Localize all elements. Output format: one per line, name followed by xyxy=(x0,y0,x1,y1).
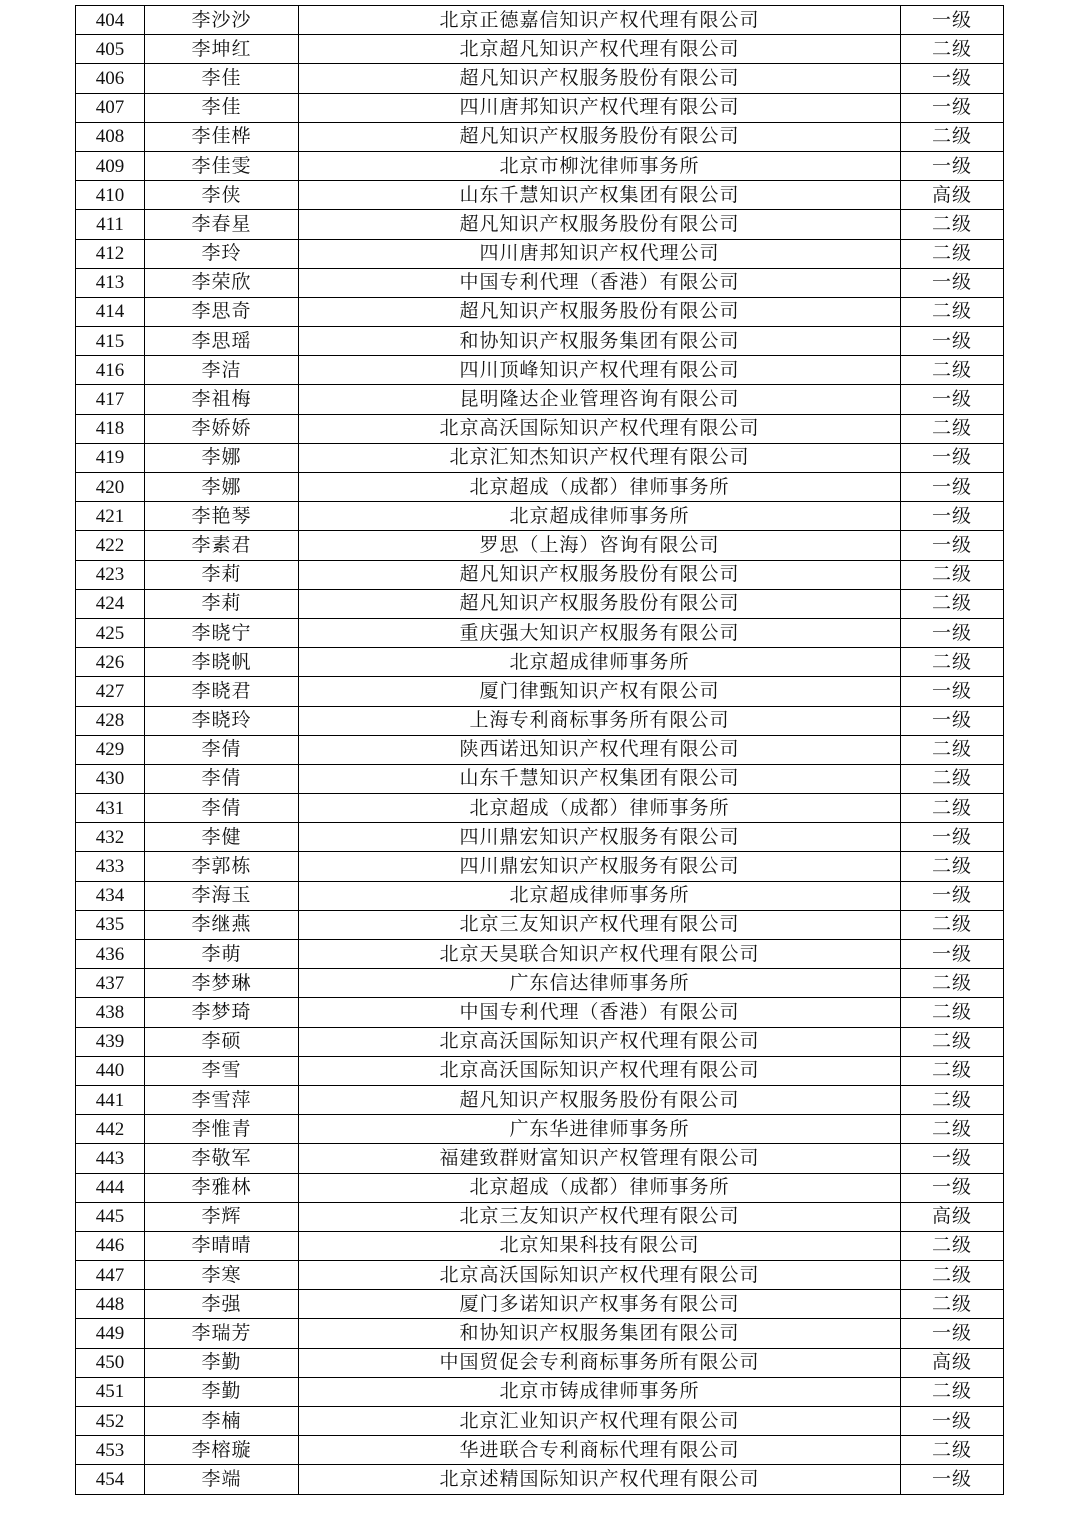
row-number-cell: 421 xyxy=(76,502,145,531)
table-row xyxy=(76,1115,1004,1144)
row-number-cell: 426 xyxy=(76,648,145,677)
organization-cell: 昆明隆达企业管理咨询有限公司 xyxy=(299,385,901,414)
level-cell: 二级 xyxy=(901,589,1004,618)
level-cell: 一级 xyxy=(901,1319,1004,1348)
table-row xyxy=(76,1377,1004,1406)
level-cell: 一级 xyxy=(901,385,1004,414)
organization-cell: 北京高沃国际知识产权代理有限公司 xyxy=(299,1056,901,1085)
row-number-cell: 416 xyxy=(76,356,145,385)
name-cell: 李辉 xyxy=(145,1202,299,1231)
name-cell: 李晓宁 xyxy=(145,618,299,647)
table-row xyxy=(76,1144,1004,1173)
row-number-cell: 447 xyxy=(76,1261,145,1290)
name-cell: 李坤红 xyxy=(145,35,299,64)
table-row xyxy=(76,210,1004,239)
row-number-cell: 451 xyxy=(76,1377,145,1406)
level-cell: 二级 xyxy=(901,764,1004,793)
table-row xyxy=(76,1407,1004,1436)
name-cell: 李晓玲 xyxy=(145,706,299,735)
level-cell: 二级 xyxy=(901,794,1004,823)
row-number-cell: 430 xyxy=(76,764,145,793)
row-number-cell: 433 xyxy=(76,852,145,881)
level-cell: 二级 xyxy=(901,735,1004,764)
row-number-cell: 443 xyxy=(76,1144,145,1173)
organization-cell: 北京市柳沈律师事务所 xyxy=(299,151,901,180)
table-row xyxy=(76,1085,1004,1114)
name-cell: 李佳雯 xyxy=(145,151,299,180)
level-cell: 一级 xyxy=(901,64,1004,93)
row-number-cell: 441 xyxy=(76,1085,145,1114)
organization-cell: 陕西诺迅知识产权代理有限公司 xyxy=(299,735,901,764)
table-row xyxy=(76,648,1004,677)
level-cell: 二级 xyxy=(901,910,1004,939)
organization-cell: 北京正德嘉信知识产权代理有限公司 xyxy=(299,6,901,35)
row-number-cell: 417 xyxy=(76,385,145,414)
organization-cell: 重庆强大知识产权服务有限公司 xyxy=(299,618,901,647)
name-cell: 李梦琦 xyxy=(145,998,299,1027)
row-number-cell: 452 xyxy=(76,1407,145,1436)
level-cell: 二级 xyxy=(901,1231,1004,1260)
level-cell: 一级 xyxy=(901,618,1004,647)
name-cell: 李艳琴 xyxy=(145,502,299,531)
name-cell: 李强 xyxy=(145,1290,299,1319)
row-number-cell: 446 xyxy=(76,1231,145,1260)
row-number-cell: 427 xyxy=(76,677,145,706)
name-cell: 李海玉 xyxy=(145,881,299,910)
level-cell: 二级 xyxy=(901,852,1004,881)
table-row xyxy=(76,794,1004,823)
name-cell: 李晓帆 xyxy=(145,648,299,677)
row-number-cell: 435 xyxy=(76,910,145,939)
row-number-cell: 406 xyxy=(76,64,145,93)
table-row xyxy=(76,181,1004,210)
name-cell: 李素君 xyxy=(145,531,299,560)
level-cell: 一级 xyxy=(901,531,1004,560)
organization-cell: 北京超凡知识产权代理有限公司 xyxy=(299,35,901,64)
organization-cell: 广东信达律师事务所 xyxy=(299,969,901,998)
level-cell: 二级 xyxy=(901,998,1004,1027)
table-row xyxy=(76,618,1004,647)
row-number-cell: 437 xyxy=(76,969,145,998)
row-number-cell: 420 xyxy=(76,473,145,502)
row-number-cell: 431 xyxy=(76,794,145,823)
row-number-cell: 411 xyxy=(76,210,145,239)
organization-cell: 中国贸促会专利商标事务所有限公司 xyxy=(299,1348,901,1377)
organization-cell: 山东千慧知识产权集团有限公司 xyxy=(299,181,901,210)
level-cell: 二级 xyxy=(901,1115,1004,1144)
table-row xyxy=(76,1231,1004,1260)
name-cell: 李思瑶 xyxy=(145,327,299,356)
level-cell: 一级 xyxy=(901,502,1004,531)
organization-cell: 北京超成（成都）律师事务所 xyxy=(299,473,901,502)
name-cell: 李思奇 xyxy=(145,297,299,326)
row-number-cell: 419 xyxy=(76,443,145,472)
level-cell: 一级 xyxy=(901,706,1004,735)
name-cell: 李娜 xyxy=(145,443,299,472)
row-number-cell: 428 xyxy=(76,706,145,735)
organization-cell: 超凡知识产权服务股份有限公司 xyxy=(299,560,901,589)
level-cell: 一级 xyxy=(901,881,1004,910)
name-cell: 李惟青 xyxy=(145,1115,299,1144)
table-row xyxy=(76,122,1004,151)
row-number-cell: 449 xyxy=(76,1319,145,1348)
organization-cell: 北京述精国际知识产权代理有限公司 xyxy=(299,1465,901,1494)
table-row xyxy=(76,881,1004,910)
organization-cell: 和协知识产权服务集团有限公司 xyxy=(299,327,901,356)
organization-cell: 北京高沃国际知识产权代理有限公司 xyxy=(299,414,901,443)
level-cell: 二级 xyxy=(901,1027,1004,1056)
row-number-cell: 408 xyxy=(76,122,145,151)
row-number-cell: 415 xyxy=(76,327,145,356)
table-row xyxy=(76,385,1004,414)
organization-cell: 厦门律甄知识产权有限公司 xyxy=(299,677,901,706)
row-number-cell: 424 xyxy=(76,589,145,618)
level-cell: 二级 xyxy=(901,560,1004,589)
table-row xyxy=(76,414,1004,443)
row-number-cell: 434 xyxy=(76,881,145,910)
row-number-cell: 422 xyxy=(76,531,145,560)
row-number-cell: 414 xyxy=(76,297,145,326)
row-number-cell: 407 xyxy=(76,93,145,122)
name-cell: 李榕璇 xyxy=(145,1436,299,1465)
level-cell: 二级 xyxy=(901,239,1004,268)
table-row xyxy=(76,1056,1004,1085)
name-cell: 李晓君 xyxy=(145,677,299,706)
name-cell: 李硕 xyxy=(145,1027,299,1056)
organization-cell: 福建致群财富知识产权管理有限公司 xyxy=(299,1144,901,1173)
organization-cell: 华进联合专利商标代理有限公司 xyxy=(299,1436,901,1465)
table-row xyxy=(76,998,1004,1027)
organization-cell: 山东千慧知识产权集团有限公司 xyxy=(299,764,901,793)
name-cell: 李洁 xyxy=(145,356,299,385)
row-number-cell: 439 xyxy=(76,1027,145,1056)
row-number-cell: 448 xyxy=(76,1290,145,1319)
table-row xyxy=(76,35,1004,64)
row-number-cell: 445 xyxy=(76,1202,145,1231)
name-cell: 李娇娇 xyxy=(145,414,299,443)
row-number-cell: 444 xyxy=(76,1173,145,1202)
level-cell: 二级 xyxy=(901,356,1004,385)
row-number-cell: 450 xyxy=(76,1348,145,1377)
table-row xyxy=(76,443,1004,472)
table-row xyxy=(76,764,1004,793)
organization-cell: 厦门多诺知识产权事务有限公司 xyxy=(299,1290,901,1319)
table-row xyxy=(76,735,1004,764)
row-number-cell: 409 xyxy=(76,151,145,180)
table-row xyxy=(76,852,1004,881)
name-cell: 李莉 xyxy=(145,560,299,589)
name-cell: 李敬军 xyxy=(145,1144,299,1173)
table-row xyxy=(76,93,1004,122)
level-cell: 一级 xyxy=(901,823,1004,852)
table-row xyxy=(76,1202,1004,1231)
row-number-cell: 429 xyxy=(76,735,145,764)
level-cell: 二级 xyxy=(901,1377,1004,1406)
row-number-cell: 453 xyxy=(76,1436,145,1465)
name-cell: 李寒 xyxy=(145,1261,299,1290)
name-cell: 李勤 xyxy=(145,1377,299,1406)
organization-cell: 罗思（上海）咨询有限公司 xyxy=(299,531,901,560)
name-cell: 李侠 xyxy=(145,181,299,210)
name-cell: 李祖梅 xyxy=(145,385,299,414)
organization-cell: 北京超成（成都）律师事务所 xyxy=(299,1173,901,1202)
table-row xyxy=(76,1027,1004,1056)
row-number-cell: 412 xyxy=(76,239,145,268)
organization-cell: 超凡知识产权服务股份有限公司 xyxy=(299,122,901,151)
level-cell: 一级 xyxy=(901,6,1004,35)
name-cell: 李楠 xyxy=(145,1407,299,1436)
organization-cell: 四川唐邦知识产权代理有限公司 xyxy=(299,93,901,122)
name-cell: 李晴晴 xyxy=(145,1231,299,1260)
table-row xyxy=(76,1436,1004,1465)
level-cell: 一级 xyxy=(901,93,1004,122)
organization-cell: 北京超成（成都）律师事务所 xyxy=(299,794,901,823)
table-row xyxy=(76,502,1004,531)
row-number-cell: 440 xyxy=(76,1056,145,1085)
organization-cell: 北京天昊联合知识产权代理有限公司 xyxy=(299,940,901,969)
organization-cell: 北京高沃国际知识产权代理有限公司 xyxy=(299,1261,901,1290)
organization-cell: 北京汇知杰知识产权代理有限公司 xyxy=(299,443,901,472)
table-row xyxy=(76,940,1004,969)
organization-cell: 四川鼎宏知识产权服务有限公司 xyxy=(299,852,901,881)
table-row xyxy=(76,706,1004,735)
level-cell: 二级 xyxy=(901,648,1004,677)
table-row xyxy=(76,1173,1004,1202)
table-row xyxy=(76,1261,1004,1290)
name-cell: 李沙沙 xyxy=(145,6,299,35)
table-row xyxy=(76,239,1004,268)
level-cell: 一级 xyxy=(901,268,1004,297)
row-number-cell: 413 xyxy=(76,268,145,297)
level-cell: 一级 xyxy=(901,1465,1004,1494)
name-cell: 李健 xyxy=(145,823,299,852)
organization-cell: 中国专利代理（香港）有限公司 xyxy=(299,998,901,1027)
organization-cell: 超凡知识产权服务股份有限公司 xyxy=(299,589,901,618)
table-row xyxy=(76,6,1004,35)
row-number-cell: 410 xyxy=(76,181,145,210)
organization-cell: 北京三友知识产权代理有限公司 xyxy=(299,1202,901,1231)
row-number-cell: 423 xyxy=(76,560,145,589)
name-cell: 李雪萍 xyxy=(145,1085,299,1114)
name-cell: 李佳 xyxy=(145,93,299,122)
name-cell: 李勤 xyxy=(145,1348,299,1377)
level-cell: 一级 xyxy=(901,151,1004,180)
table-row xyxy=(76,1290,1004,1319)
level-cell: 二级 xyxy=(901,297,1004,326)
agent-list-table xyxy=(75,5,1004,1495)
table-body xyxy=(76,6,1004,1495)
organization-cell: 北京高沃国际知识产权代理有限公司 xyxy=(299,1027,901,1056)
row-number-cell: 436 xyxy=(76,940,145,969)
row-number-cell: 432 xyxy=(76,823,145,852)
table-row xyxy=(76,356,1004,385)
name-cell: 李倩 xyxy=(145,764,299,793)
name-cell: 李倩 xyxy=(145,735,299,764)
level-cell: 二级 xyxy=(901,1056,1004,1085)
name-cell: 李雅林 xyxy=(145,1173,299,1202)
row-number-cell: 454 xyxy=(76,1465,145,1494)
name-cell: 李继燕 xyxy=(145,910,299,939)
organization-cell: 北京市铸成律师事务所 xyxy=(299,1377,901,1406)
level-cell: 二级 xyxy=(901,1085,1004,1114)
document-page xyxy=(75,5,1003,1495)
level-cell: 高级 xyxy=(901,1348,1004,1377)
table-row xyxy=(76,1465,1004,1494)
table-row xyxy=(76,473,1004,502)
name-cell: 李倩 xyxy=(145,794,299,823)
organization-cell: 广东华进律师事务所 xyxy=(299,1115,901,1144)
name-cell: 李荣欣 xyxy=(145,268,299,297)
row-number-cell: 425 xyxy=(76,618,145,647)
organization-cell: 超凡知识产权服务股份有限公司 xyxy=(299,297,901,326)
level-cell: 一级 xyxy=(901,473,1004,502)
level-cell: 二级 xyxy=(901,1290,1004,1319)
table-row xyxy=(76,910,1004,939)
name-cell: 李雪 xyxy=(145,1056,299,1085)
row-number-cell: 405 xyxy=(76,35,145,64)
row-number-cell: 442 xyxy=(76,1115,145,1144)
row-number-cell: 438 xyxy=(76,998,145,1027)
level-cell: 一级 xyxy=(901,1407,1004,1436)
name-cell: 李佳桦 xyxy=(145,122,299,151)
level-cell: 一级 xyxy=(901,327,1004,356)
name-cell: 李莉 xyxy=(145,589,299,618)
table-row xyxy=(76,1348,1004,1377)
level-cell: 二级 xyxy=(901,969,1004,998)
organization-cell: 四川顶峰知识产权代理有限公司 xyxy=(299,356,901,385)
organization-cell: 上海专利商标事务所有限公司 xyxy=(299,706,901,735)
level-cell: 二级 xyxy=(901,1261,1004,1290)
organization-cell: 中国专利代理（香港）有限公司 xyxy=(299,268,901,297)
table-row xyxy=(76,531,1004,560)
level-cell: 一级 xyxy=(901,677,1004,706)
organization-cell: 超凡知识产权服务股份有限公司 xyxy=(299,1085,901,1114)
table-row xyxy=(76,1319,1004,1348)
row-number-cell: 418 xyxy=(76,414,145,443)
organization-cell: 北京超成律师事务所 xyxy=(299,881,901,910)
organization-cell: 和协知识产权服务集团有限公司 xyxy=(299,1319,901,1348)
level-cell: 高级 xyxy=(901,181,1004,210)
level-cell: 一级 xyxy=(901,443,1004,472)
level-cell: 一级 xyxy=(901,940,1004,969)
table-row xyxy=(76,64,1004,93)
table-row xyxy=(76,268,1004,297)
table-row xyxy=(76,677,1004,706)
table-row xyxy=(76,151,1004,180)
level-cell: 高级 xyxy=(901,1202,1004,1231)
name-cell: 李郭栋 xyxy=(145,852,299,881)
organization-cell: 超凡知识产权服务股份有限公司 xyxy=(299,64,901,93)
name-cell: 李瑞芳 xyxy=(145,1319,299,1348)
level-cell: 一级 xyxy=(901,1173,1004,1202)
table-row xyxy=(76,327,1004,356)
level-cell: 二级 xyxy=(901,210,1004,239)
table-row xyxy=(76,823,1004,852)
name-cell: 李春星 xyxy=(145,210,299,239)
name-cell: 李梦琳 xyxy=(145,969,299,998)
level-cell: 二级 xyxy=(901,414,1004,443)
organization-cell: 四川唐邦知识产权代理公司 xyxy=(299,239,901,268)
table-row xyxy=(76,560,1004,589)
row-number-cell: 404 xyxy=(76,6,145,35)
level-cell: 一级 xyxy=(901,1144,1004,1173)
organization-cell: 四川鼎宏知识产权服务有限公司 xyxy=(299,823,901,852)
organization-cell: 北京三友知识产权代理有限公司 xyxy=(299,910,901,939)
table-row xyxy=(76,969,1004,998)
organization-cell: 北京超成律师事务所 xyxy=(299,502,901,531)
organization-cell: 超凡知识产权服务股份有限公司 xyxy=(299,210,901,239)
organization-cell: 北京汇业知识产权代理有限公司 xyxy=(299,1407,901,1436)
name-cell: 李娜 xyxy=(145,473,299,502)
organization-cell: 北京超成律师事务所 xyxy=(299,648,901,677)
table-row xyxy=(76,589,1004,618)
name-cell: 李玲 xyxy=(145,239,299,268)
name-cell: 李端 xyxy=(145,1465,299,1494)
organization-cell: 北京知果科技有限公司 xyxy=(299,1231,901,1260)
name-cell: 李萌 xyxy=(145,940,299,969)
table-row xyxy=(76,297,1004,326)
level-cell: 二级 xyxy=(901,122,1004,151)
level-cell: 二级 xyxy=(901,35,1004,64)
level-cell: 二级 xyxy=(901,1436,1004,1465)
name-cell: 李佳 xyxy=(145,64,299,93)
